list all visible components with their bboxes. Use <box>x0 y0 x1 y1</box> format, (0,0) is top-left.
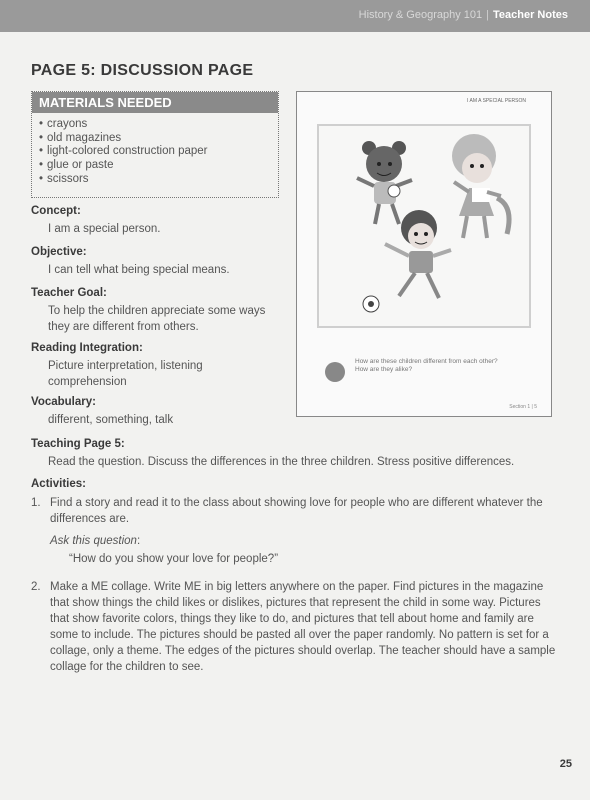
activity-number: 2. <box>31 581 41 593</box>
header-title <box>359 9 568 21</box>
objective-text: I can tell what being special means. <box>48 264 230 276</box>
children-illustration-svg <box>319 126 529 326</box>
teaching-label: Teaching Page 5: <box>31 438 125 450</box>
concept-text: I am a special person. <box>48 223 161 235</box>
materials-heading: MATERIALS NEEDED <box>32 92 278 113</box>
vocabulary-label: Vocabulary: <box>31 396 96 408</box>
materials-item: • light-colored construction paper <box>39 145 278 159</box>
reading-integration-label: Reading Integration: <box>31 342 143 354</box>
teacher-goal-section <box>31 287 283 335</box>
thumbnail-question <box>325 358 545 374</box>
materials-item: • scissors <box>39 173 278 187</box>
activity-text: Find a story and read it to the class about showing love for people who are different whatever the differences are. <box>50 497 543 525</box>
thumbnail-question-line1: How are these children different from each other? <box>355 358 498 365</box>
thumbnail-heading: I AM A SPECIAL PERSON <box>467 98 527 104</box>
worksheet-thumbnail <box>296 91 552 417</box>
concept-label: Concept: <box>31 205 81 217</box>
ask-question-label <box>50 533 562 549</box>
children-illustration <box>317 124 531 328</box>
teaching-section <box>31 436 562 470</box>
activities-section <box>31 476 562 675</box>
materials-box <box>31 91 279 198</box>
teacher-goal-text: To help the children appreciate some ways they are different from others. <box>48 305 266 333</box>
page-title: PAGE 5: DISCUSSION PAGE <box>31 62 254 79</box>
header-bar <box>0 0 590 32</box>
materials-item: • crayons <box>39 118 278 132</box>
activity-item-2 <box>31 579 562 675</box>
vocabulary-section <box>31 396 281 428</box>
activity-number: 1. <box>31 497 41 509</box>
vocabulary-text: different, something, talk <box>48 414 174 426</box>
ask-question-text: Ask this question <box>50 535 137 547</box>
activity-item-1 <box>31 495 562 527</box>
materials-item: • glue or paste <box>39 159 278 173</box>
teacher-goal-label: Teacher Goal: <box>31 287 107 299</box>
teaching-text: Read the question. Discuss the differences in the three children. Stress positive differences. <box>48 456 515 468</box>
thumbnail-question-line2: How are they alike? <box>355 366 413 373</box>
teacher-notes-label: Teacher Notes <box>493 9 568 21</box>
activity-text: Make a ME collage. Write ME in big letters anywhere on the paper. Find pictures in the magazine that show things the child likes or dislikes, pictures that represent the child in some way. Pictures that show favorite colors, things they like to do, and pictures that tell about home and family are some to include. The pictures should be pasted all over the paper randomly. No pattern is set for a collage, only a theme. The edges of the pictures should overlap. The teacher should have a sample collage for the children to see. <box>50 581 556 673</box>
ask-question-quote: “How do you show your love for people?” <box>69 553 279 565</box>
ask-question-colon: : <box>136 535 141 547</box>
header-separator: | <box>486 9 489 21</box>
concept-section <box>31 205 281 237</box>
materials-item: • old magazines <box>39 132 278 146</box>
reading-integration-text: Picture interpretation, listening comprehension <box>48 360 203 388</box>
series-title: History & Geography 101 <box>358 9 483 21</box>
page-number: 25 <box>559 758 572 770</box>
reading-integration-section <box>31 342 231 390</box>
activities-label: Activities: <box>31 478 86 490</box>
objective-section <box>31 246 281 278</box>
objective-label: Objective: <box>31 246 87 258</box>
materials-list <box>39 118 278 187</box>
thumbnail-footer: Section 1 | 5 <box>509 404 537 410</box>
